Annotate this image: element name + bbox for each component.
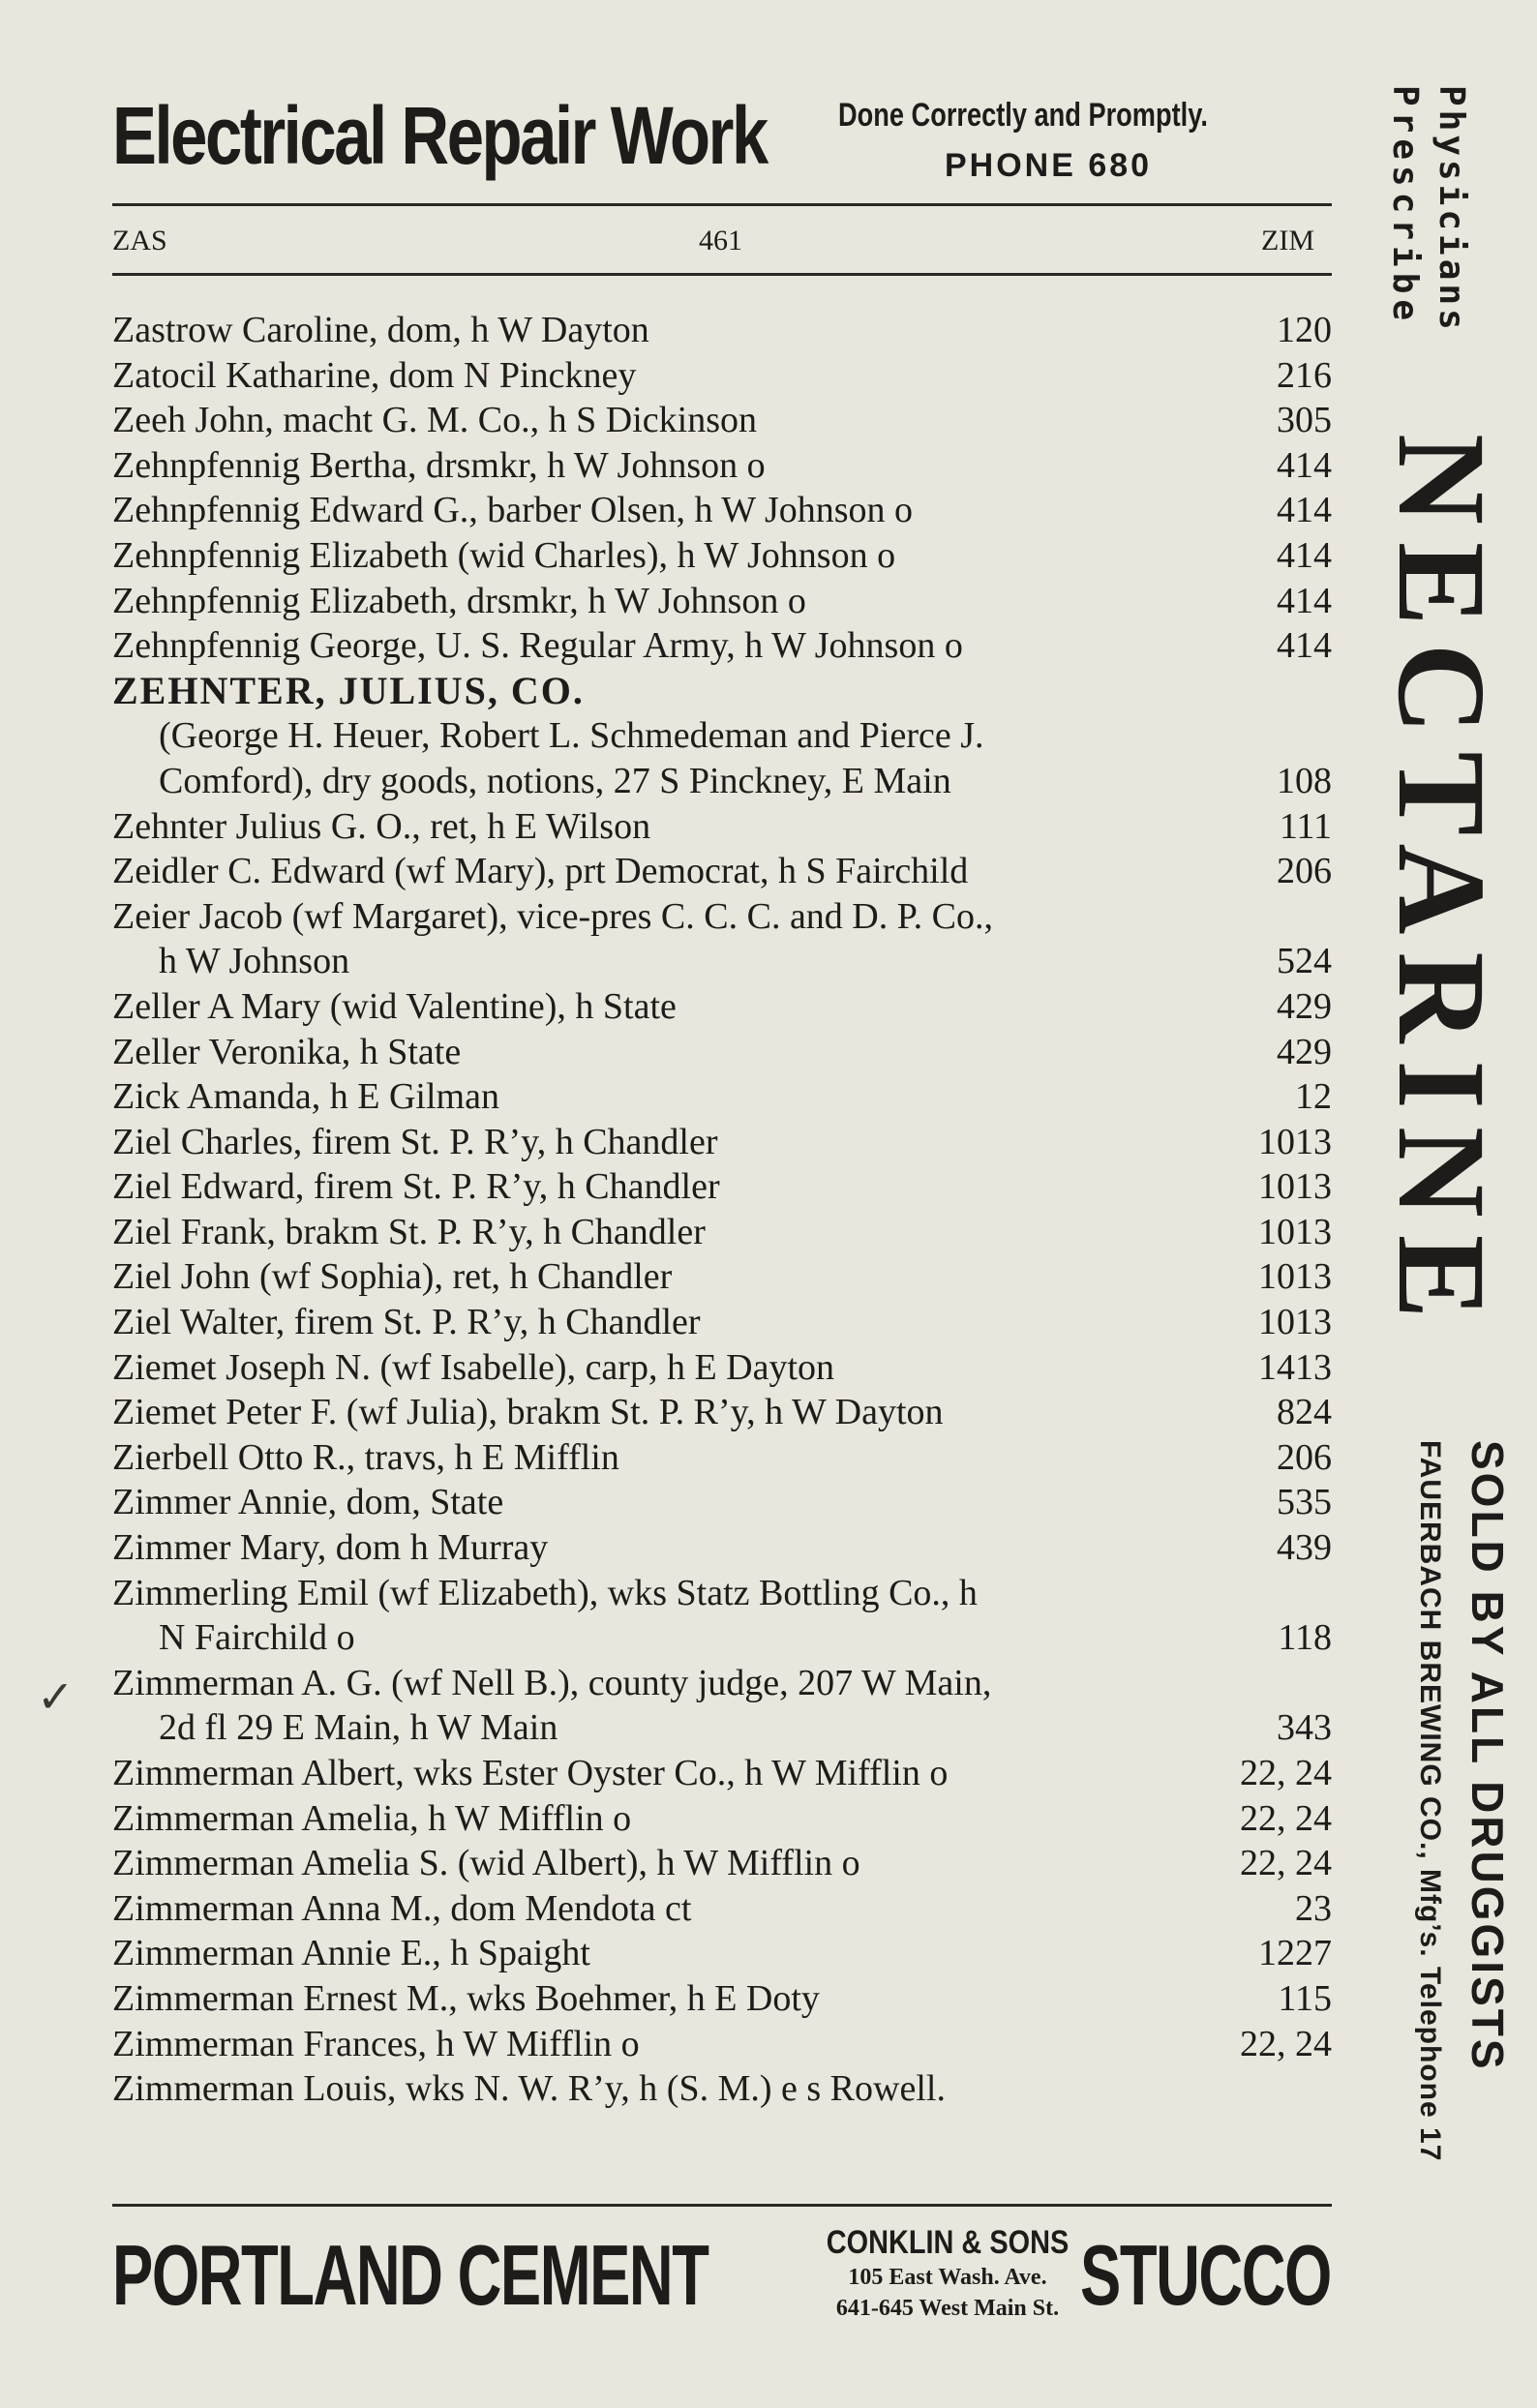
directory-entry bbox=[112, 759, 1332, 804]
check-mark: ✓ bbox=[37, 1672, 75, 1722]
entry-number: 118 bbox=[1278, 1617, 1332, 1659]
entry-number: 1013 bbox=[1258, 1302, 1332, 1343]
side-ad-maker: FAUERBACH BREWING CO., Mfg’s. Telephone 17 bbox=[1414, 1440, 1446, 2162]
entry-text: Zastrow Caroline, dom, h W Dayton bbox=[112, 310, 649, 350]
directory-entry bbox=[112, 804, 1332, 850]
directory-entries bbox=[112, 308, 1332, 2112]
entry-text: Ziemet Joseph N. (wf Isabelle), carp, h E Dayton bbox=[112, 1346, 835, 1388]
bottom-ad-address-1: 105 East Wash. Ave. bbox=[848, 2265, 1047, 2290]
entry-number: 111 bbox=[1279, 805, 1332, 847]
entry-text: Zierbell Otto R., travs, h E Mifflin bbox=[112, 1436, 619, 1478]
entry-text: Zimmerman Albert, wks Ester Oyster Co., h W Mifflin o bbox=[112, 1753, 949, 1793]
top-ad-title: Electrical Repair Work bbox=[112, 90, 767, 181]
entry-text: Zimmerman Annie E., h Spaight bbox=[112, 1933, 590, 1974]
entry-number: 1227 bbox=[1258, 1933, 1332, 1974]
entry-text: Zeeh John, macht G. M. Co., h S Dickinson bbox=[112, 400, 758, 441]
entry-number: 1413 bbox=[1258, 1346, 1332, 1388]
directory-entry bbox=[112, 1525, 1332, 1571]
entry-number: 1013 bbox=[1258, 1211, 1332, 1252]
directory-entry bbox=[112, 1571, 1332, 1616]
directory-entry bbox=[112, 398, 1332, 443]
entry-text: Ziel Frank, brakm St. P. R’y, h Chandler bbox=[112, 1211, 706, 1252]
entry-text: Zimmer Annie, dom, State bbox=[112, 1482, 504, 1523]
top-ad-phone: PHONE 680 bbox=[945, 147, 1153, 184]
directory-entry bbox=[112, 579, 1332, 624]
entry-number: 206 bbox=[1277, 851, 1332, 892]
running-head-left: ZAS bbox=[112, 225, 167, 256]
directory-entry bbox=[112, 2066, 1332, 2112]
entry-number: 414 bbox=[1277, 625, 1332, 667]
entry-text: Zimmerman Frances, h W Mifflin o bbox=[112, 2023, 640, 2064]
directory-entry bbox=[112, 1480, 1332, 1525]
page-number: 461 bbox=[699, 225, 742, 256]
directory-entry bbox=[112, 849, 1332, 894]
directory-entry bbox=[112, 1390, 1332, 1435]
directory-entry bbox=[112, 443, 1332, 489]
directory-entry bbox=[112, 308, 1332, 353]
side-ad-line1: Physicians bbox=[1432, 85, 1471, 334]
entry-number: 120 bbox=[1277, 310, 1332, 350]
top-advertisement bbox=[112, 89, 1332, 196]
entry-number: 206 bbox=[1277, 1436, 1332, 1478]
entry-text: ZEHNTER, JULIUS, CO. bbox=[112, 668, 585, 712]
directory-entry bbox=[112, 2022, 1332, 2067]
directory-entry bbox=[112, 488, 1332, 533]
entry-text: Zeller Veronika, h State bbox=[112, 1031, 462, 1072]
entry-number: 216 bbox=[1277, 354, 1332, 396]
entry-number: 429 bbox=[1277, 985, 1332, 1027]
directory-entry bbox=[112, 1210, 1332, 1255]
entry-number: 343 bbox=[1277, 1707, 1332, 1749]
entry-text: Zimmerling Emil (wf Elizabeth), wks Statz Bottling Co., h bbox=[112, 1572, 978, 1613]
entry-text: Zimmerman A. G. (wf Nell B.), county judge, 207 W Main, bbox=[112, 1662, 992, 1703]
directory-entry bbox=[112, 894, 1332, 940]
entry-text: (George H. Heuer, Robert L. Schmedeman and Pierce J. bbox=[159, 715, 984, 757]
entry-number: 23 bbox=[1295, 1887, 1332, 1929]
running-head-right: ZIM bbox=[1261, 225, 1314, 256]
directory-entry bbox=[112, 1751, 1332, 1796]
entry-number: 429 bbox=[1277, 1031, 1332, 1072]
bottom-ad-firm: CONKLIN & SONS bbox=[826, 2224, 1070, 2261]
directory-entry bbox=[112, 1796, 1332, 1842]
bottom-ad-left: PORTLAND CEMENT bbox=[112, 2227, 708, 2323]
entry-text: Zimmerman Amelia S. (wid Albert), h W Mifflin o bbox=[112, 1843, 860, 1884]
directory-entry bbox=[112, 1976, 1332, 2022]
directory-entry bbox=[112, 1120, 1332, 1165]
entry-number: 305 bbox=[1277, 400, 1332, 441]
directory-entry bbox=[112, 1300, 1332, 1345]
entry-number: 1013 bbox=[1258, 1256, 1332, 1298]
side-ad-brand: NECTARINE bbox=[1371, 434, 1511, 1337]
entry-text: Zehnpfennig Bertha, drsmkr, h W Johnson o bbox=[112, 444, 766, 486]
entry-text: Zimmer Mary, dom h Murray bbox=[112, 1527, 549, 1569]
entry-text: N Fairchild o bbox=[159, 1617, 355, 1659]
entry-number: 22, 24 bbox=[1240, 1843, 1332, 1884]
entry-number: 414 bbox=[1277, 444, 1332, 486]
entry-text: Zeier Jacob (wf Margaret), vice-pres C. C. C. and D. P. Co., bbox=[112, 895, 994, 937]
entry-number: 414 bbox=[1277, 534, 1332, 576]
top-rule bbox=[112, 203, 1332, 206]
entry-text: Ziemet Peter F. (wf Julia), brakm St. P. R’y, h W Dayton bbox=[112, 1392, 944, 1433]
bottom-rule bbox=[112, 2204, 1332, 2207]
entry-number: 115 bbox=[1278, 1977, 1332, 2019]
entry-text: Zehnpfennig Elizabeth (wid Charles), h W Johnson o bbox=[112, 534, 896, 576]
directory-entry bbox=[112, 353, 1332, 399]
entry-text: Zimmerman Louis, wks N. W. R’y, h (S. M.) e s Rowell. bbox=[112, 2068, 946, 2110]
directory-entry bbox=[112, 1615, 1332, 1661]
directory-entry bbox=[112, 1886, 1332, 1932]
directory-entry bbox=[112, 1345, 1332, 1391]
entry-number: 108 bbox=[1277, 760, 1332, 801]
entry-text: Zehnpfennig George, U. S. Regular Army, h W Johnson o bbox=[112, 625, 963, 667]
directory-entry bbox=[112, 623, 1332, 669]
entry-text: Ziel Charles, firem St. P. R’y, h Chandler bbox=[112, 1121, 718, 1162]
entry-text: Ziel Edward, firem St. P. R’y, h Chandler bbox=[112, 1166, 720, 1208]
directory-entry bbox=[112, 1931, 1332, 1976]
entry-number: 414 bbox=[1277, 580, 1332, 621]
entry-text: Zimmerman Anna M., dom Mendota ct bbox=[112, 1887, 692, 1929]
directory-entry bbox=[112, 1074, 1332, 1120]
directory-entry bbox=[112, 1841, 1332, 1886]
entry-number: 439 bbox=[1277, 1527, 1332, 1569]
side-ad-line2: Prescribe bbox=[1385, 85, 1425, 327]
entry-text: Zick Amanda, h E Gilman bbox=[112, 1076, 499, 1118]
head-rule bbox=[112, 273, 1332, 276]
entry-text: 2d fl 29 E Main, h W Main bbox=[159, 1707, 558, 1749]
entry-number: 22, 24 bbox=[1240, 1797, 1332, 1839]
entry-number: 524 bbox=[1277, 941, 1332, 982]
directory-entry bbox=[112, 1254, 1332, 1300]
entry-text: Ziel John (wf Sophia), ret, h Chandler bbox=[112, 1256, 673, 1298]
entry-text: Zehnpfennig Edward G., barber Olsen, h W Johnson o bbox=[112, 490, 914, 531]
entry-number: 1013 bbox=[1258, 1166, 1332, 1208]
directory-entry bbox=[112, 1030, 1332, 1075]
entry-number: 535 bbox=[1277, 1482, 1332, 1523]
directory-entry bbox=[112, 1661, 1332, 1706]
entry-number: 12 bbox=[1295, 1076, 1332, 1118]
entry-text: Zeller A Mary (wid Valentine), h State bbox=[112, 985, 677, 1027]
directory-entry bbox=[112, 533, 1332, 579]
entry-text: Zehnpfennig Elizabeth, drsmkr, h W Johnson o bbox=[112, 580, 806, 621]
entry-text: Comford), dry goods, notions, 27 S Pinckney, E Main bbox=[159, 760, 951, 801]
directory-entry bbox=[112, 984, 1332, 1030]
entry-text: Zehnter Julius G. O., ret, h E Wilson bbox=[112, 805, 651, 847]
entry-text: Ziel Walter, firem St. P. R’y, h Chandler bbox=[112, 1302, 701, 1343]
bottom-ad-right: STUCCO bbox=[1080, 2227, 1331, 2323]
entry-number: 22, 24 bbox=[1240, 1753, 1332, 1793]
directory-entry bbox=[112, 1435, 1332, 1481]
entry-text: h W Johnson bbox=[159, 941, 350, 982]
directory-entry bbox=[112, 669, 1332, 714]
top-ad-tagline: Done Correctly and Promptly. bbox=[838, 97, 1208, 134]
side-advertisement bbox=[1365, 85, 1520, 2350]
entry-number: 1013 bbox=[1258, 1121, 1332, 1162]
entry-text: Zimmerman Amelia, h W Mifflin o bbox=[112, 1797, 632, 1839]
entry-number: 414 bbox=[1277, 490, 1332, 531]
entry-text: Zimmerman Ernest M., wks Boehmer, h E Doty bbox=[112, 1977, 820, 2019]
directory-entry bbox=[112, 939, 1332, 984]
entry-number: 824 bbox=[1277, 1392, 1332, 1433]
bottom-advertisement bbox=[112, 2226, 1332, 2333]
entry-number: 22, 24 bbox=[1240, 2023, 1332, 2064]
side-ad-sold: SOLD BY ALL DRUGGISTS bbox=[1462, 1440, 1513, 2072]
directory-entry bbox=[112, 713, 1332, 759]
directory-entry bbox=[112, 1164, 1332, 1210]
bottom-ad-address-2: 641-645 West Main St. bbox=[835, 2296, 1060, 2321]
directory-entry bbox=[112, 1705, 1332, 1751]
entry-text: Zatocil Katharine, dom N Pinckney bbox=[112, 354, 637, 396]
entry-text: Zeidler C. Edward (wf Mary), prt Democrat, h S Fairchild bbox=[112, 851, 969, 892]
